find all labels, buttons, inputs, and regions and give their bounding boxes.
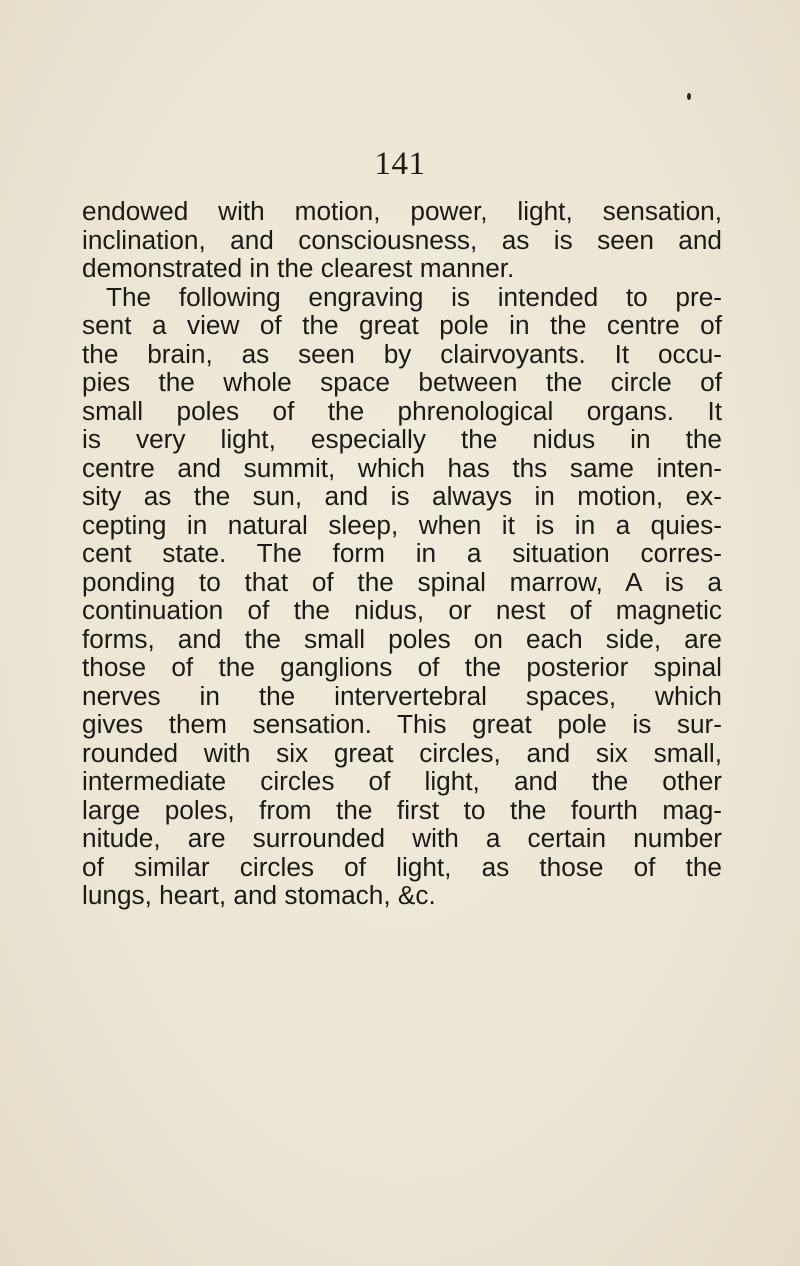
text-line: forms, and the small poles on each side, are xyxy=(82,623,722,654)
text-line: rounded with six great circles, and six small, xyxy=(82,737,722,768)
text-line: lungs, heart, and stomach, &c. xyxy=(82,880,436,910)
text-line: small poles of the phrenological organs. It xyxy=(82,395,722,426)
text-line: inclination, and consciousness, as is seen and xyxy=(82,224,722,255)
text-line: those of the ganglions of the posterior spinal xyxy=(82,652,722,682)
text-line: intermediate circles of light, and the other xyxy=(82,766,722,796)
text-line: nerves in the intervertebral spaces, which xyxy=(82,680,722,711)
body-paragraphs xyxy=(82,197,722,910)
text-line: the brain, as seen by clairvoyants. It occu- xyxy=(82,338,722,369)
text-line: pies the whole space between the circle of xyxy=(82,367,722,397)
text-line: sent a view of the great pole in the centre of xyxy=(82,310,722,340)
ink-speck xyxy=(687,93,691,100)
text-line: gives them sensation. This great pole is sur- xyxy=(82,709,722,739)
text-line: centre and summit, which has ths same inten- xyxy=(82,452,722,483)
text-line: endowed with motion, power, light, sensation, xyxy=(82,196,722,226)
text-line: large poles, from the first to the fourth mag- xyxy=(82,794,722,825)
text-line: sity as the sun, and is always in motion, ex- xyxy=(82,481,722,511)
text-line: of similar circles of light, as those of the xyxy=(82,851,722,882)
text-line: continuation of the nidus, or nest of magnetic xyxy=(82,595,722,625)
text-line: The following engraving is intended to pre- xyxy=(106,281,722,312)
text-line: is very light, especially the nidus in the xyxy=(82,424,722,454)
text-line: cent state. The form in a situation corres- xyxy=(82,538,722,568)
text-line: cepting in natural sleep, when it is in a quies- xyxy=(82,509,722,540)
page-number: 141 xyxy=(374,146,426,182)
text-line: ponding to that of the spinal marrow, A is a xyxy=(82,566,722,597)
text-line: demonstrated in the clearest manner. xyxy=(82,253,515,283)
text-line: nitude, are surrounded with a certain number xyxy=(82,823,722,853)
